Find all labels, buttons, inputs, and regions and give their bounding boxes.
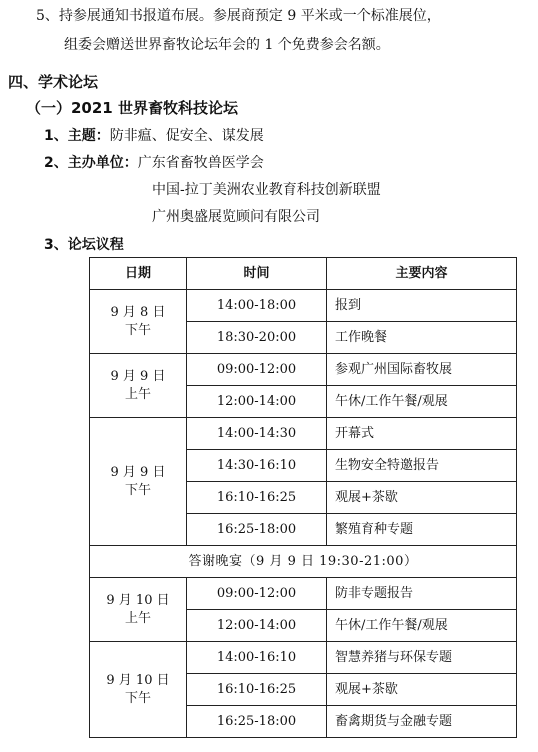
theme-row: [44, 126, 264, 146]
table-row: [90, 418, 517, 450]
date-cell: [90, 290, 187, 354]
date-line1: 9 月 10 日: [106, 672, 170, 688]
table-row: [90, 578, 517, 610]
content-cell: 参观广州国际畜牧展: [327, 354, 517, 386]
content-cell: 开幕式: [327, 418, 517, 450]
date-line1: 9 月 9 日: [110, 464, 166, 480]
theme-value: 防非瘟、促安全、谋发展: [109, 128, 264, 144]
table-row: [90, 642, 517, 674]
time-cell: 09:00-12:00: [187, 354, 327, 386]
time-cell: 16:10-16:25: [187, 674, 327, 706]
date-line1: 9 月 9 日: [110, 368, 166, 384]
content-cell: 工作晚餐: [327, 322, 517, 354]
content-cell: 畜禽期货与金融专题: [327, 706, 517, 738]
date-line2: 下午: [124, 482, 151, 498]
header-time: 时间: [187, 258, 327, 290]
date-line2: 下午: [124, 322, 151, 338]
date-line1: 9 月 8 日: [110, 304, 166, 320]
content-cell: 繁殖育种专题: [327, 514, 517, 546]
content-cell: 观展+茶歇: [327, 482, 517, 514]
header-date: 日期: [90, 258, 187, 290]
content-cell: 观展+茶歇: [327, 674, 517, 706]
organizer-3: 广州奥盛展览顾问有限公司: [152, 209, 320, 225]
date-cell: [90, 418, 187, 546]
agenda-header-row: [90, 258, 517, 290]
date-line1: 9 月 10 日: [106, 592, 170, 608]
banquet-cell: 答谢晚宴（9 月 9 日 19:30-21:00）: [90, 546, 517, 578]
content-cell: 午休/工作午餐/观展: [327, 610, 517, 642]
time-cell: 16:25-18:00: [187, 514, 327, 546]
header-content: 主要内容: [327, 258, 517, 290]
item5-line2: 组委会赠送世界畜牧论坛年会的 1 个免费参会名额。: [64, 37, 390, 53]
organizer-label: 2、主办单位：: [44, 155, 138, 171]
agenda-label: 3、论坛议程: [44, 237, 124, 253]
time-cell: 14:00-14:30: [187, 418, 327, 450]
content-cell: 报到: [327, 290, 517, 322]
agenda-table: [89, 257, 517, 738]
date-cell: [90, 354, 187, 418]
date-line2: 上午: [124, 386, 151, 402]
content-cell: 生物安全特邀报告: [327, 450, 517, 482]
time-cell: 09:00-12:00: [187, 578, 327, 610]
table-row: [90, 290, 517, 322]
time-cell: 14:00-18:00: [187, 290, 327, 322]
time-cell: 16:10-16:25: [187, 482, 327, 514]
table-row: [90, 354, 517, 386]
organizer-1: 广东省畜牧兽医学会: [137, 155, 264, 171]
organizer-row: [44, 153, 264, 173]
item5-line1: 5、持参展通知书报道布展。参展商预定 9 平米或一个标准展位，: [36, 8, 441, 24]
section-heading: 四、学术论坛: [8, 73, 99, 91]
content-cell: 防非专题报告: [327, 578, 517, 610]
content-cell: 午休/工作午餐/观展: [327, 386, 517, 418]
date-cell: [90, 578, 187, 642]
date-line2: 下午: [124, 690, 151, 706]
time-cell: 14:00-16:10: [187, 642, 327, 674]
content-cell: 智慧养猪与环保专题: [327, 642, 517, 674]
organizer-2: 中国-拉丁美洲农业教育科技创新联盟: [152, 182, 381, 198]
theme-label: 1、主题：: [44, 128, 110, 144]
date-cell: [90, 642, 187, 738]
date-line2: 上午: [124, 610, 151, 626]
time-cell: 14:30-16:10: [187, 450, 327, 482]
table-row: [90, 546, 517, 578]
time-cell: 16:25-18:00: [187, 706, 327, 738]
subsection-heading: （一）2021 世界畜牧科技论坛: [26, 99, 238, 117]
time-cell: 18:30-20:00: [187, 322, 327, 354]
time-cell: 12:00-14:00: [187, 610, 327, 642]
time-cell: 12:00-14:00: [187, 386, 327, 418]
